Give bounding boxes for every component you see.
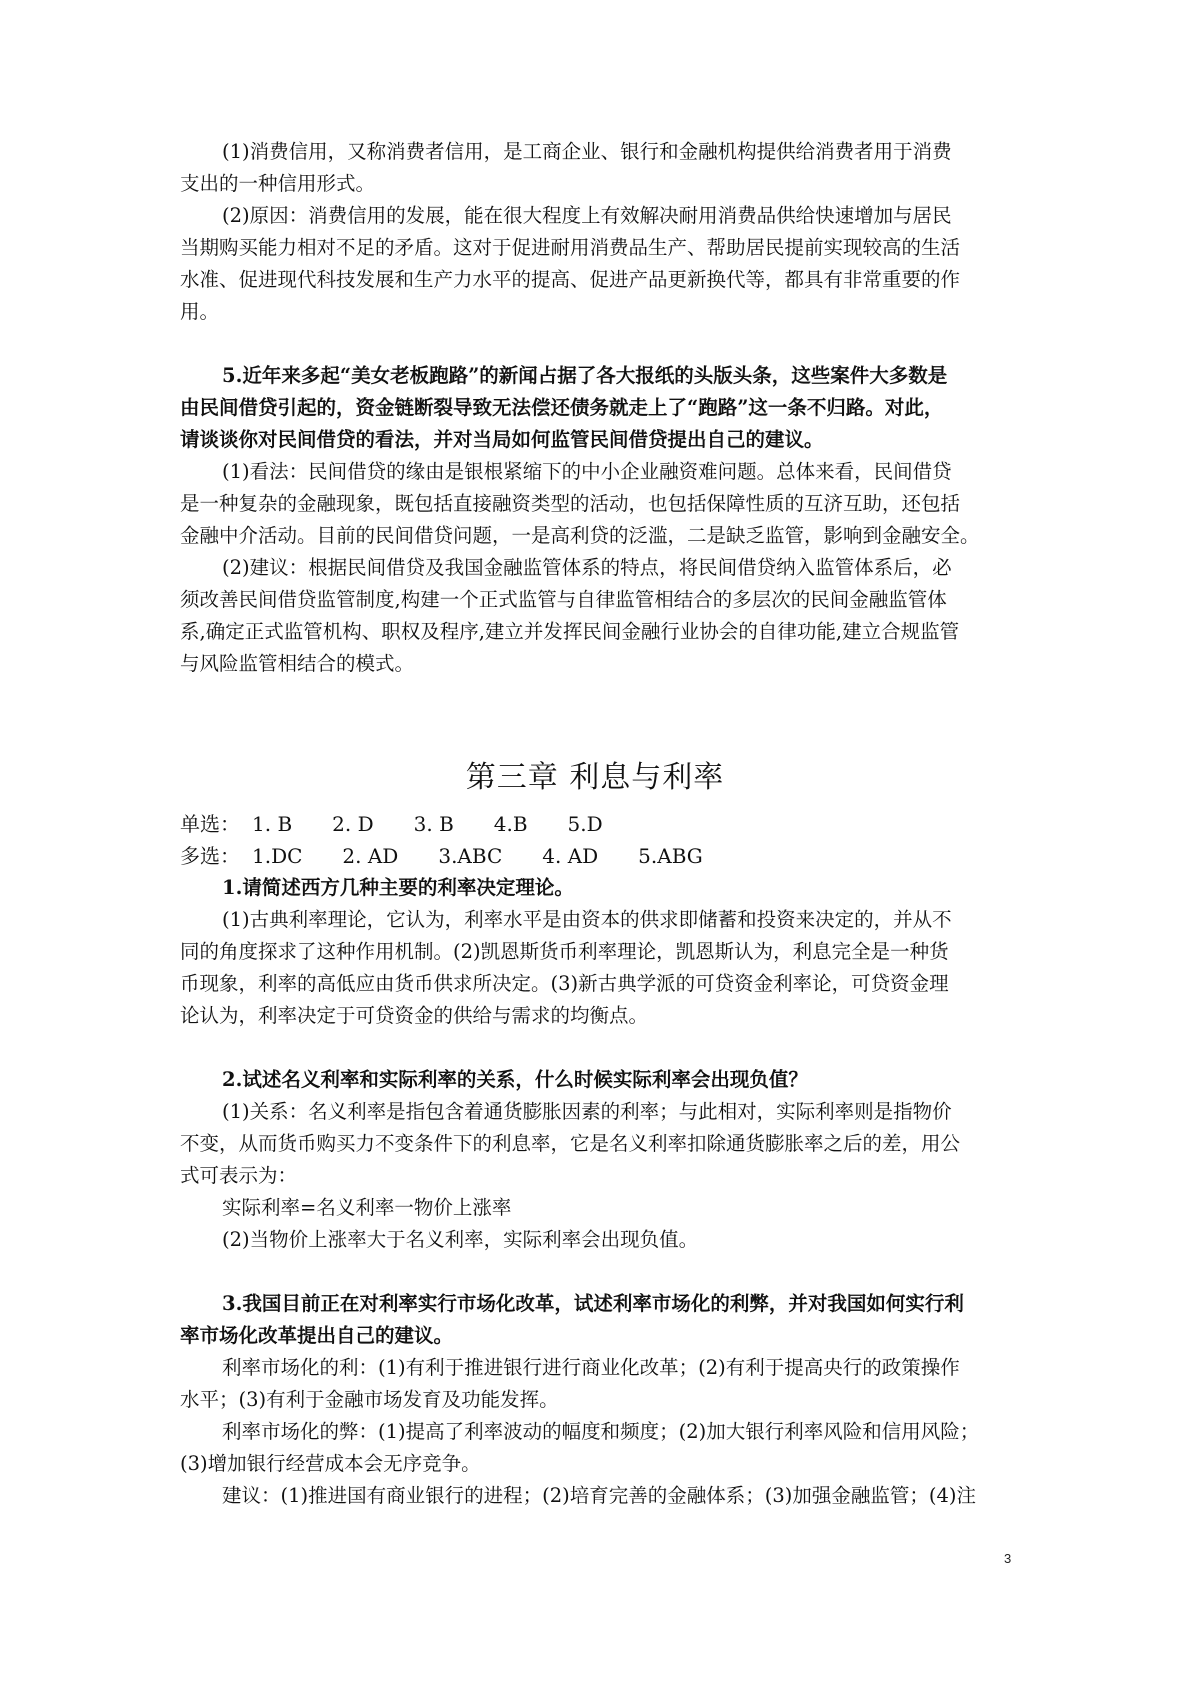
page-number: 3	[1004, 1551, 1012, 1566]
chapter-title: 第三章 利息与利率	[465, 760, 725, 795]
text-line: (1)看法：民间借贷的缘由是银根紧缩下的中小企业融资难问题。总体来看，民间借贷	[222, 460, 952, 483]
q5-answer-1	[180, 456, 1010, 552]
text-line: 支出的一种信用形式。	[180, 172, 376, 195]
text-line: 同的角度探求了这种作用机制。(2)凯恩斯货币利率理论，凯恩斯认为，利息完全是一种货	[180, 940, 949, 963]
page-body	[180, 136, 1010, 1512]
question-line: 请谈谈你对民间借贷的看法，并对当局如何监管民间借贷提出自己的建议。	[180, 428, 824, 451]
text-line: 是一种复杂的金融现象，既包括直接融资类型的活动，也包括保障性质的互济互助，还包括	[180, 492, 961, 515]
text-line: 水准、促进现代科技发展和生产力水平的提高、促进产品更新换代等，都具有非常重要的作	[180, 268, 961, 291]
answer-item: 2. D	[332, 812, 374, 836]
text-line: 系,确定正式监管机构、职权及程序,建立并发挥民间金融行业协会的自律功能,建立合规监管	[180, 620, 960, 643]
text-line: 论认为，利率决定于可贷资金的供给与需求的均衡点。	[180, 1004, 649, 1027]
multi-choice-label: 多选：	[180, 844, 240, 868]
q1-question: 1.请简述西方几种主要的利率决定理论。	[222, 876, 574, 899]
question-line: 率市场化改革提出自己的建议。	[180, 1324, 454, 1347]
q1-answer	[180, 904, 1010, 1032]
q2-question: 2.试述名义利率和实际利率的关系，什么时候实际利率会出现负值？	[222, 1068, 808, 1091]
answer-item: 1.DC	[252, 844, 303, 868]
text-line: (3)增加银行经营成本会无序竞争。	[180, 1452, 481, 1475]
answer-item: 5.D	[567, 812, 603, 836]
q4-answer-1	[180, 136, 1010, 200]
question-line: 由民间借贷引起的，资金链断裂导致无法偿还债务就走上了“跑路”这一条不归路。对此，	[180, 396, 944, 419]
single-choice-answers	[180, 808, 1010, 840]
question-line: 3.我国目前正在对利率实行市场化改革，试述利率市场化的利弊，并对我国如何实行利	[222, 1292, 964, 1315]
text-line: 当期购买能力相对不足的矛盾。这对于促进耐用消费品生产、帮助居民提前实现较高的生活	[180, 236, 961, 259]
answer-item: 1. B	[252, 812, 293, 836]
text-line: 利率市场化的弊：(1)提高了利率波动的幅度和频度；(2)加大银行利率风险和信用风险；	[222, 1420, 980, 1443]
spacer	[180, 1032, 1010, 1064]
text-line: (2)建议：根据民间借贷及我国金融监管体系的特点，将民间借贷纳入监管体系后，必	[222, 556, 952, 579]
q5-question	[180, 360, 1010, 456]
q2-answer	[180, 1096, 1010, 1256]
text-line: 利率市场化的利：(1)有利于推进银行进行商业化改革；(2)有利于提高央行的政策操作	[222, 1356, 960, 1379]
text-line: 须改善民间借贷监管制度,构建一个正式监管与自律监管相结合的多层次的民间金融监管体	[180, 588, 947, 611]
text-line: (2)当物价上涨率大于名义利率，实际利率会出现负值。	[222, 1228, 699, 1251]
text-line: (1)消费信用，又称消费者信用，是工商企业、银行和金融机构提供给消费者用于消费	[222, 140, 952, 163]
q4-answer-2	[180, 200, 1010, 328]
text-line: (1)古典利率理论，它认为，利率水平是由资本的供求即储蓄和投资来决定的，并从不	[222, 908, 952, 931]
text-line: 建议：(1)推进国有商业银行的进程；(2)培育完善的金融体系；(3)加强金融监管；(4)注	[222, 1484, 976, 1507]
spacer	[180, 680, 1010, 748]
answer-item: 4.B	[493, 812, 528, 836]
answer-item: 4. AD	[542, 844, 599, 868]
spacer	[180, 1256, 1010, 1288]
q3-answer	[180, 1352, 1010, 1512]
q3-question	[180, 1288, 1010, 1352]
multi-choice-answers	[180, 840, 1010, 872]
answer-item: 5.ABG	[638, 844, 703, 868]
text-line: (1)关系：名义利率是指包含着通货膨胀因素的利率；与此相对，实际利率则是指物价	[222, 1100, 952, 1123]
text-line: 水平；(3)有利于金融市场发育及功能发挥。	[180, 1388, 559, 1411]
answer-item: 3. B	[413, 812, 454, 836]
single-choice-label: 单选：	[180, 812, 240, 836]
text-line: 币现象，利率的高低应由货币供求所决定。(3)新古典学派的可贷资金利率论，可贷资金理	[180, 972, 949, 995]
text-line: 用。	[180, 300, 220, 323]
answer-item: 3.ABC	[438, 844, 503, 868]
q5-answer-2	[180, 552, 1010, 680]
text-line: 金融中介活动。目前的民间借贷问题，一是高利贷的泛滥，二是缺乏监管，影响到金融安全。	[180, 524, 980, 547]
text-line: 不变，从而货币购买力不变条件下的利息率，它是名义利率扣除通货膨胀率之后的差，用公	[180, 1132, 961, 1155]
question-line: 5.近年来多起“美女老板跑路”的新闻占据了各大报纸的头版头条，这些案件大多数是	[222, 364, 948, 387]
answer-item: 2. AD	[342, 844, 399, 868]
text-line: 与风险监管相结合的模式。	[180, 652, 415, 675]
text-line: 式可表示为：	[180, 1164, 298, 1187]
spacer	[180, 328, 1010, 360]
text-line: (2)原因：消费信用的发展，能在很大程度上有效解决耐用消费品供给快速增加与居民	[222, 204, 952, 227]
formula: 实际利率=名义利率一物价上涨率	[222, 1196, 512, 1219]
